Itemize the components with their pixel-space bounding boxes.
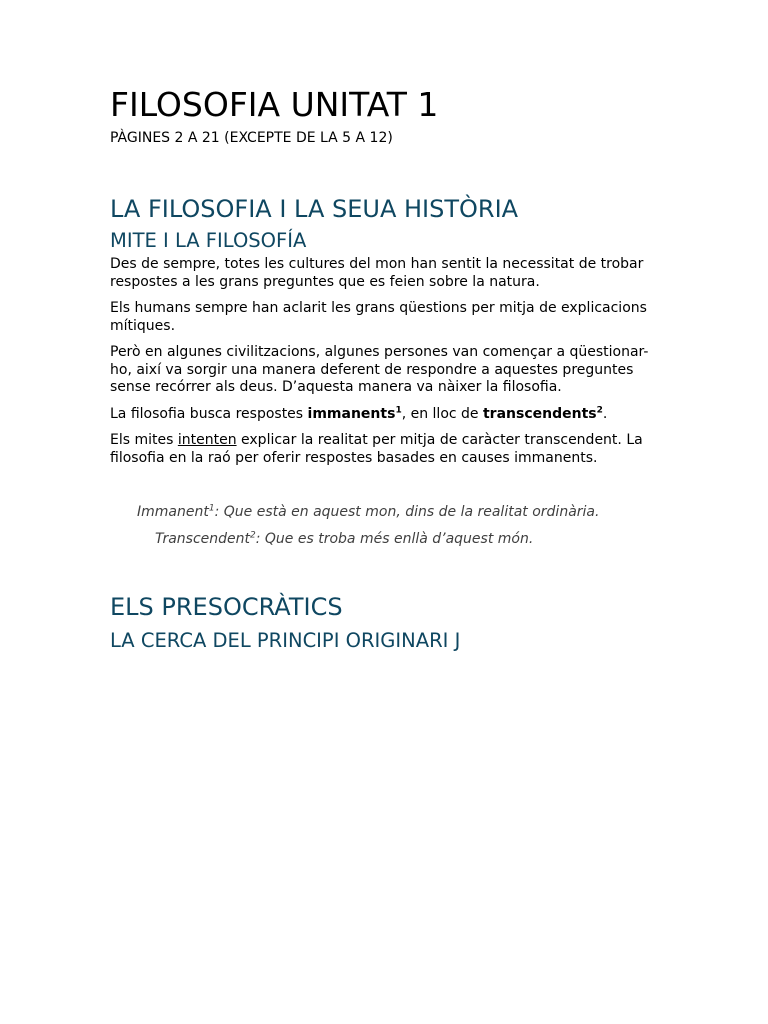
p4-after: .: [602, 405, 608, 422]
note-transcendent: [110, 530, 670, 548]
document-subtitle: PÀGINES 2 A 21 (EXCEPTE DE LA 5 A 12): [110, 130, 393, 146]
paragraph-1: Des de sempre, totes les cultures del mon han sentit la necessitat de trobar respostes a les grans preguntes que es feien sobre la natura.: [110, 256, 644, 290]
term-transcendents: transcendents: [482, 405, 597, 422]
paragraph-5: [110, 432, 670, 467]
subheading-myth: MITE I LA FILOSOFÍA: [110, 229, 307, 252]
note-transcendent-sup: 2: [250, 530, 256, 541]
p5-after: explicar la realitat per mitja de caràcter transcendent. La filosofia en la raó per oferir respostes basades en causes immanents.: [110, 432, 643, 466]
note-immanent-sup: 1: [208, 503, 215, 514]
note-immanent: [110, 503, 670, 521]
note-immanent-term: Immanent: [137, 504, 209, 520]
document-title: FILOSOFIA UNITAT 1: [110, 85, 439, 124]
note-immanent-text: : Que està en aquest mon, dins de la realitat ordinària.: [214, 504, 600, 520]
document-page: [110, 84, 670, 653]
term-immanents-sup: 1: [395, 404, 402, 415]
paragraph-4: [110, 406, 670, 424]
p4-before: La filosofia busca respostes: [110, 405, 308, 422]
underlined-word: intenten: [177, 432, 237, 448]
subheading-origin: LA CERCA DEL PRINCIPI ORIGINARI J: [110, 629, 461, 652]
p4-middle: , en lloc de: [401, 405, 483, 422]
p5-before: Els mites: [110, 432, 178, 448]
paragraph-2: Els humans sempre han aclarit les grans qüestions per mitja de explicacions mítiques.: [110, 300, 647, 334]
section-heading-history: LA FILOSOFIA I LA SEUA HISTÒRIA: [110, 195, 519, 223]
section-heading-presocratics: ELS PRESOCRÀTICS: [110, 593, 343, 621]
note-transcendent-term: Transcendent: [155, 531, 251, 547]
note-transcendent-text: : Que es troba més enllà d’aquest món.: [255, 531, 534, 547]
paragraph-3: Però en algunes civilitzacions, algunes persones van començar a qüestionar-ho, així va sorgir una manera deferent de respondre a aquestes preguntes sense recórrer als deus. D’aquesta manera va nàixer la filosofia.: [110, 344, 649, 395]
term-transcendents-sup: 2: [596, 404, 603, 415]
term-immanents: immanents: [307, 405, 396, 422]
